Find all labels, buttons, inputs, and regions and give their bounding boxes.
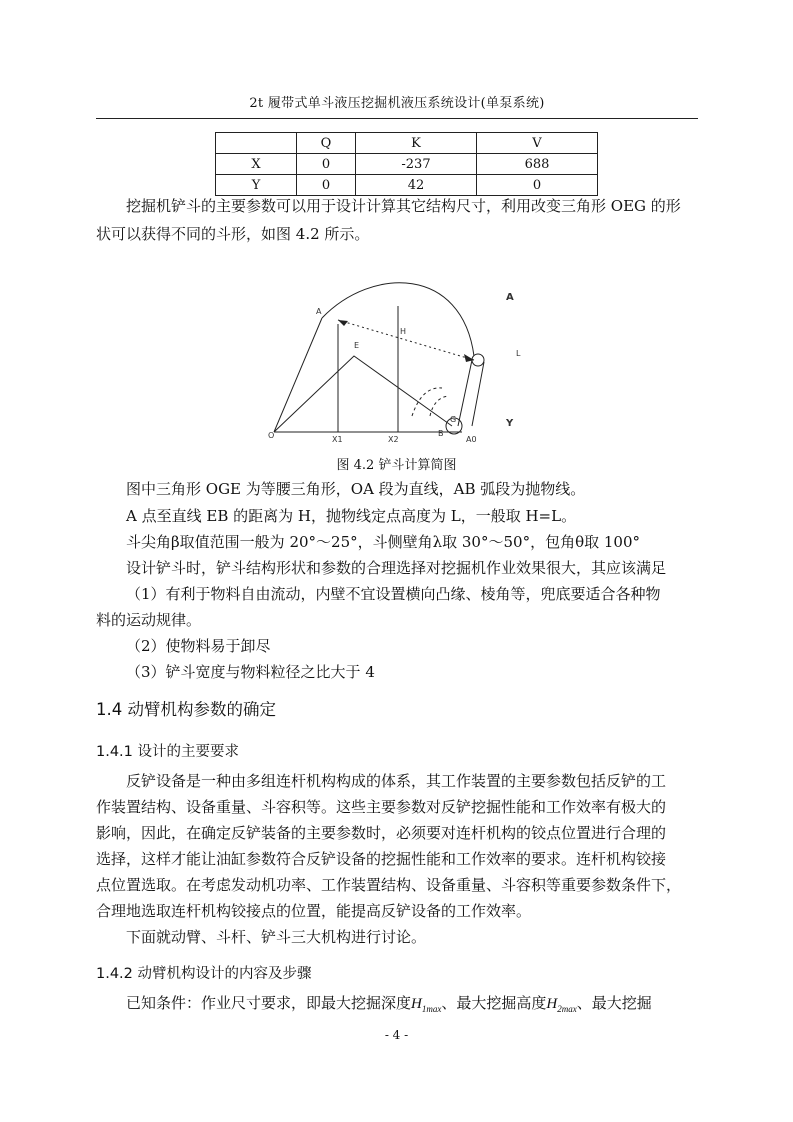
text-segment: 已知条件：作业尺寸要求，即最大挖掘深度 [126, 994, 412, 1012]
text-line: （1）有利于物料自由流动，内壁不宜设置横向凸缘、棱角等，兜底要适合各种物 [126, 585, 661, 603]
line-dotted [338, 320, 474, 360]
table-cell: Y [216, 175, 297, 196]
coordinates-table [215, 132, 598, 196]
text-line: 设计铲斗时，铲斗结构形状和参数的合理选择对挖掘机作业效果很大，其应该满足 [126, 559, 667, 577]
table-cell: 0 [477, 175, 598, 196]
paragraph-line: 点位置选取。在考虑发动机功率、工作装置结构、设备重量、斗容积等重要参数条件下， [96, 876, 682, 894]
label-bottom-right: Y [506, 418, 514, 429]
text-line: 料的运动规律。 [96, 611, 202, 629]
text-line: （3）铲斗宽度与物料粒径之比大于 4 [126, 663, 375, 681]
section-heading-1-4-1: 1.4.1 设计的主要要求 [96, 744, 240, 760]
label-e: E [354, 341, 360, 350]
section-heading-1-4: 1.4 动臂机构参数的确定 [96, 700, 276, 719]
angle-arc [412, 388, 442, 416]
page-header: 2t 履带式单斗液压挖掘机液压系统设计(单泵系统) [249, 96, 545, 111]
table-cell: 0 [297, 175, 356, 196]
table-cell: 42 [356, 175, 477, 196]
text-line: 斗尖角β取值范围一般为 20°～25°，斗侧壁角λ取 30°～50°，包角θ取 100° [126, 533, 640, 551]
paragraph-line: 作装置结构、设备重量、斗容积等。这些主要参数对反铲挖掘性能和工作效率有极大的 [96, 798, 667, 816]
text-segment: 、最大挖掘 [576, 994, 652, 1012]
table-cell: V [477, 133, 598, 154]
table-cell: 688 [477, 154, 598, 175]
line-right-arm-2 [472, 362, 484, 426]
label-a: A [316, 307, 322, 316]
paragraph-line: 影响，因此，在确定反铲装备的主要参数时，必须要对连杆机构的铰点位置进行合理的 [96, 824, 667, 842]
page-number: - 4 - [384, 1028, 409, 1042]
text-line: A 点至直线 EB 的距离为 H，抛物线定点高度为 L，一般取 H=L。 [126, 507, 577, 525]
paragraph-line: 合理地选取连杆机构铰接点的位置，能提高反铲设备的工作效率。 [96, 902, 532, 920]
figure-caption: 图 4.2 铲斗计算简图 [336, 458, 457, 473]
paragraph-line: 反铲设备是一种由多组连杆机构构成的体系，其工作装置的主要参数包括反铲的工 [126, 772, 667, 790]
symbol-h2max: $H_{2max}$ [546, 996, 577, 1014]
header-rule [96, 118, 698, 119]
label-x2: X2 [388, 435, 399, 444]
bucket-diagram [262, 276, 552, 448]
line-oa [274, 318, 322, 432]
section-heading-1-4-2: 1.4.2 动臂机构设计的内容及步骤 [96, 966, 312, 982]
label-h: H [400, 327, 407, 336]
paragraph-intro: 挖掘机铲斗的主要参数可以用于设计计算其它结构尺寸，利用改变三角形 OEG 的形 [126, 197, 681, 215]
text-line: 图中三角形 OGE 为等腰三角形，OA 段为直线，AB 弧段为抛物线。 [126, 480, 586, 498]
table-cell: -237 [356, 154, 477, 175]
table-header-row [216, 133, 598, 154]
label-l: L [516, 349, 521, 358]
text-line: （2）使物料易于卸尽 [126, 637, 271, 655]
label-top-right: A [506, 292, 514, 303]
label-b: B [438, 429, 444, 438]
text-segment: 、最大挖掘高度 [441, 994, 547, 1012]
label-g: G [450, 415, 457, 424]
paragraph-line: 选择，这样才能让油缸参数符合反铲设备的挖掘性能和工作效率的要求。连杆机构铰接 [96, 850, 667, 868]
label-x1: X1 [332, 435, 343, 444]
table-cell: 0 [297, 154, 356, 175]
angle-arc-2 [430, 396, 448, 416]
label-o: O [268, 431, 275, 440]
label-a0: A0 [466, 435, 477, 444]
table-cell: K [356, 133, 477, 154]
table-cell: Q [297, 133, 356, 154]
paragraph-intro-cont: 状可以获得不同的斗形，如图 4.2 所示。 [96, 225, 370, 243]
paragraph-known-conditions [126, 990, 698, 1022]
line-right-arm [458, 360, 472, 426]
arrow-head-start [338, 320, 348, 326]
table-cell: X [216, 154, 297, 175]
table-cell [216, 133, 297, 154]
symbol-h1max: $H_{1max}$ [411, 996, 442, 1014]
table-row [216, 154, 598, 175]
paragraph-line: 下面就动臂、斗杆、铲斗三大机构进行讨论。 [126, 928, 427, 946]
